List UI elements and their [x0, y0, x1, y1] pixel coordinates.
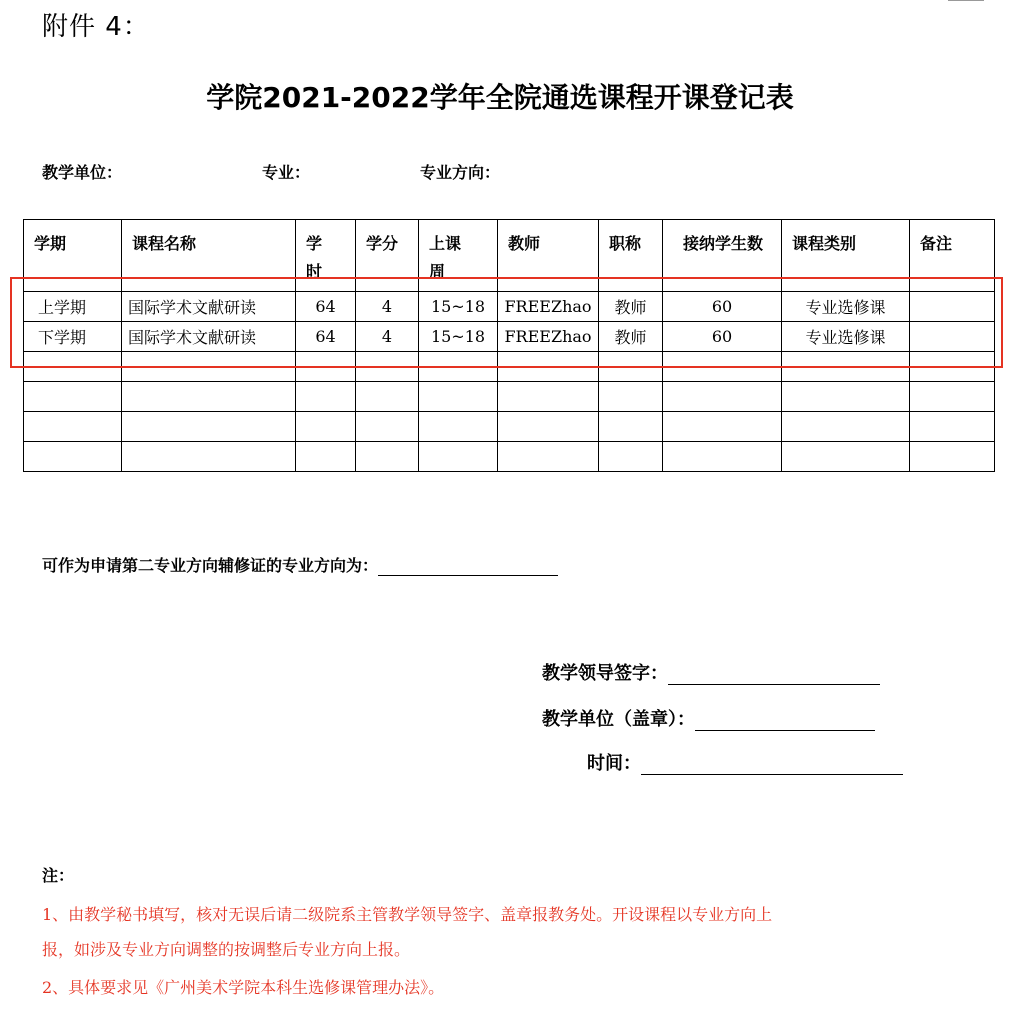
col-header-semester: 学期: [24, 220, 122, 292]
major-label: 专业：: [262, 163, 311, 182]
minor-direction-line: [42, 553, 558, 576]
minor-direction-blank[interactable]: [378, 559, 558, 576]
cell-teacher: FREEZhao: [498, 322, 599, 352]
cell-semester: 上学期: [24, 292, 122, 322]
table-row: [24, 322, 995, 352]
note-item-1-line-2: 报，如涉及专业方向调整的按调整后专业方向上报。: [42, 940, 411, 959]
time-label: 时间：: [587, 753, 641, 774]
col-header-course-name: 课程名称: [122, 220, 296, 292]
empty-table-row: [24, 442, 995, 472]
attachment-label: 附件 4：: [42, 12, 150, 42]
note-item-2: 2、具体要求见《广州美术学院本科生选修课管理办法》。: [42, 978, 445, 997]
col-header-title: 职称: [599, 220, 663, 292]
cell-teacher: FREEZhao: [498, 292, 599, 322]
col-header-capacity: 接纳学生数: [663, 220, 782, 292]
top-edge-line: [948, 0, 984, 1]
cell-title: 教师: [599, 322, 663, 352]
col-header-remarks: 备注: [910, 220, 995, 292]
cell-credits: 4: [356, 292, 419, 322]
col-header-category: 课程类别: [782, 220, 910, 292]
cell-category: 专业选修课: [782, 292, 910, 322]
cell-capacity: 60: [663, 292, 782, 322]
course-registration-table: [23, 219, 995, 472]
empty-table-row: [24, 412, 995, 442]
minor-direction-label: 可作为申请第二专业方向辅修证的专业方向为：: [42, 556, 379, 575]
cell-course-name: 国际学术文献研读: [122, 322, 296, 352]
cell-course-name: 国际学术文献研读: [122, 292, 296, 322]
col-header-credits: 学分: [356, 220, 419, 292]
cell-remarks: [910, 292, 995, 322]
notes-label: 注：: [42, 866, 75, 885]
cell-hours: 64: [296, 322, 356, 352]
cell-hours: 64: [296, 292, 356, 322]
note-item-1-line-1: 1、由教学秘书填写，核对无误后请二级院系主管教学领导签字、盖章报教务处。开设课程以专业方向上: [42, 905, 773, 924]
unit-seal-blank[interactable]: [695, 714, 875, 731]
leader-signature-blank[interactable]: [668, 668, 880, 685]
cell-category: 专业选修课: [782, 322, 910, 352]
teaching-unit-label: 教学单位：: [42, 163, 123, 182]
leader-signature-label: 教学领导签字：: [542, 663, 668, 684]
col-header-hours: 学时: [296, 220, 356, 292]
empty-table-row: [24, 352, 995, 382]
unit-seal-line: [542, 705, 875, 731]
col-header-teacher: 教师: [498, 220, 599, 292]
cell-capacity: 60: [663, 322, 782, 352]
page-title: 学院2021-2022学年全院通选课程开课登记表: [206, 81, 794, 114]
cell-credits: 4: [356, 322, 419, 352]
unit-seal-label: 教学单位（盖章）：: [542, 709, 695, 730]
leader-signature-line: [542, 659, 880, 685]
cell-semester: 下学期: [24, 322, 122, 352]
cell-title: 教师: [599, 292, 663, 322]
table-row: [24, 292, 995, 322]
cell-weeks: 15~18: [419, 292, 498, 322]
time-blank[interactable]: [641, 758, 903, 775]
time-line: [587, 749, 903, 775]
col-header-weeks: 上课周: [419, 220, 498, 292]
cell-remarks: [910, 322, 995, 352]
major-direction-label: 专业方向：: [420, 163, 501, 182]
cell-weeks: 15~18: [419, 322, 498, 352]
empty-table-row: [24, 382, 995, 412]
table-header-row: [24, 220, 995, 292]
